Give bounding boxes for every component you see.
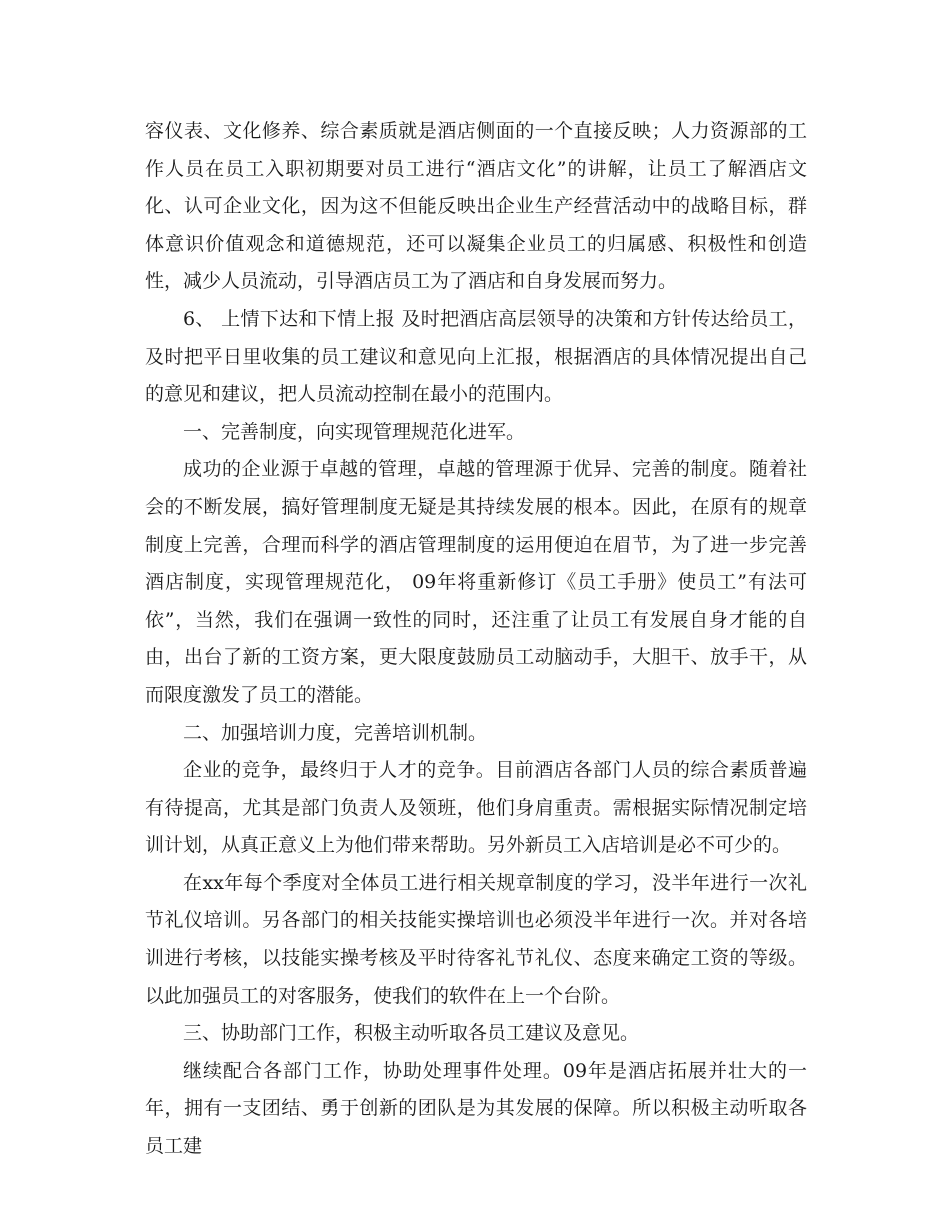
paragraph-1: 容仪表、文化修养、综合素质就是酒店侧面的一个直接反映；人力资源部的工作人员在员工入职初期要对员工进行“酒店文化”的讲解，让员工了解酒店文化、认可企业文化，因为这不但能反映出企业生产经营活动中的战略目标，群体意识价值观念和道德规范，还可以凝集企业员工的归属感、积极性和创造性，减少人员流动，引导酒店员工为了酒店和自身发展而努力。 (145, 120, 807, 293)
paragraph-5: 在xx年每个季度对全体员工进行相关规章制度的学习，没半年进行一次礼节礼仪培训。另各部门的相关技能实操培训也必须没半年进行一次。并对各培训进行考核，以技能实操考核及平时待客礼节礼仪、态度来确定工资的等级。以此加强员工的对客服务，使我们的软件在上一个台阶。 (145, 871, 807, 1007)
paragraph-4: 企业的竞争，最终归于人才的竞争。目前酒店各部门人员的综合素质普遍有待提高，尤其是部门负责人及领班，他们身肩重责。需根据实际情况制定培训计划，从真正意义上为他们带来帮助。另外新员工入店培训是必不可少的。 (145, 759, 807, 857)
section-heading-1: 一、完善制度，向实现管理规范化进军。 (183, 420, 526, 443)
paragraph-3: 成功的企业源于卓越的管理，卓越的管理源于优异、完善的制度。随着社会的不断发展，搞好管理制度无疑是其持续发展的根本。因此，在原有的规章制度上完善，合理而科学的酒店管理制度的运用便迫在眉节，为了进一步完善酒店制度，实现管理规范化， 09年将重新修订《员工手册》使员工”有法可依”，当然，我们在强调一致性的同时，还注重了让员工有发展自身才能的自由，出台了新的工资方案，更大限度鼓励员工动脑动手，大胆干、放手干，从而限度激发了员工的潜能。 (145, 458, 807, 706)
section-heading-3: 三、协助部门工作，积极主动听取各员工建议及意见。 (183, 1022, 640, 1045)
document-body (145, 113, 807, 1166)
paragraph-6: 继续配合各部门工作，协助处理事件处理。09年是酒店拓展并壮大的一年，拥有一支团结、勇于创新的团队是为其发展的保障。所以积极主动听取各员工建 (145, 1059, 807, 1158)
section-heading-2: 二、加强培训力度，完善培训机制。 (183, 721, 488, 744)
paragraph-2: 6、 上情下达和下情上报 及时把酒店高层领导的决策和方针传达给员工，及时把平日里收集的员工建议和意见向上汇报，根据酒店的具体情况提出自己的意见和建议，把人员流动控制在最小的范围内。 (145, 307, 807, 406)
